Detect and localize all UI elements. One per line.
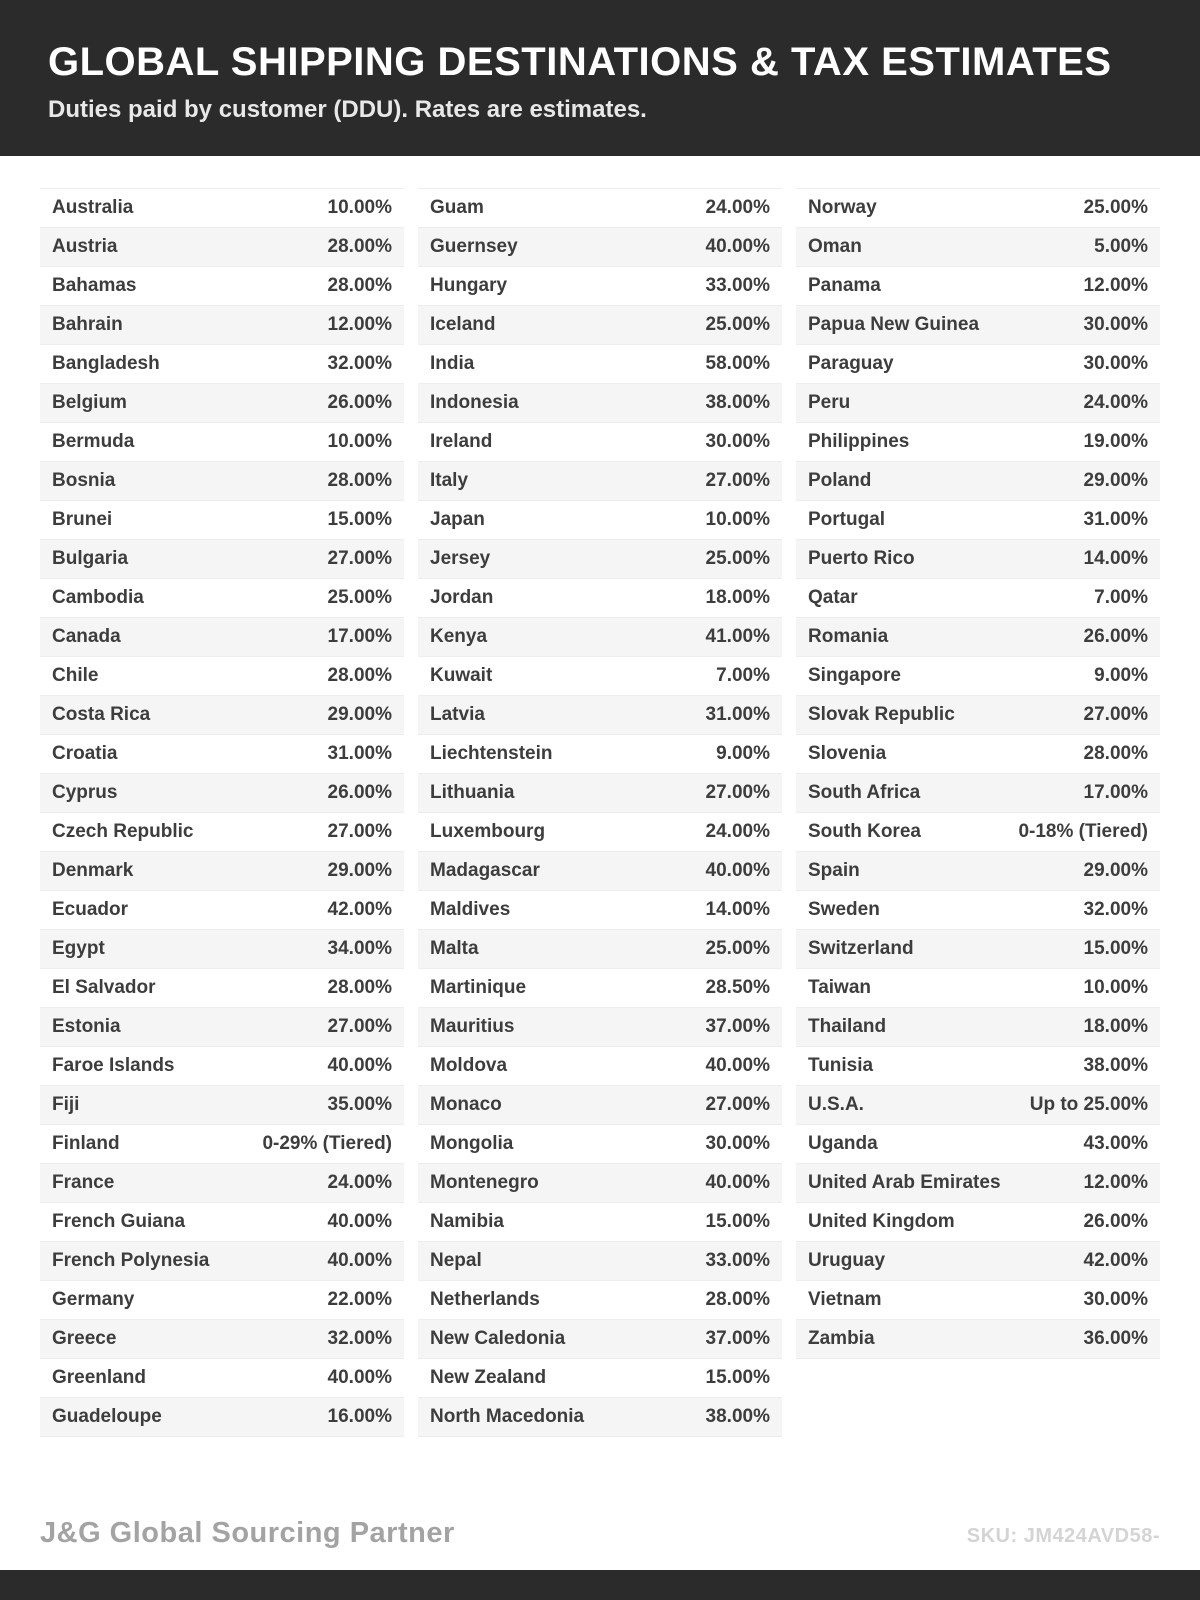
tax-rate: 7.00% (716, 665, 770, 686)
country-name: Thailand (808, 1016, 887, 1037)
country-name: Ecuador (52, 899, 129, 920)
sku-label: SKU: JM424AVD58- (966, 1525, 1160, 1547)
country-name: Kuwait (430, 665, 493, 686)
tax-rate: 28.00% (327, 236, 392, 257)
country-name: Oman (808, 236, 862, 257)
page-subtitle: Duties paid by customer (DDU). Rates are estimates. (48, 96, 647, 123)
rate-row (418, 1164, 782, 1203)
tax-rate: 33.00% (705, 1250, 770, 1271)
rate-row (796, 462, 1160, 501)
tax-rate: 12.00% (1083, 1172, 1148, 1193)
tax-rate: 14.00% (1083, 548, 1148, 569)
tax-rate: 30.00% (705, 1133, 770, 1154)
rate-row (40, 774, 404, 813)
rate-row (418, 540, 782, 579)
tax-rate: 12.00% (327, 314, 392, 335)
tax-rate: 38.00% (1083, 1055, 1148, 1076)
country-name: Moldova (430, 1055, 508, 1076)
tax-rate: 9.00% (1094, 665, 1148, 686)
rate-row (40, 1398, 404, 1437)
country-name: Luxembourg (430, 821, 546, 842)
rate-row (796, 384, 1160, 423)
tax-rate: 32.00% (327, 353, 392, 374)
rates-column-2 (418, 188, 782, 1437)
rate-row (418, 306, 782, 345)
country-name: Mauritius (430, 1016, 515, 1037)
rate-row (796, 1047, 1160, 1086)
country-name: Indonesia (430, 392, 519, 413)
tax-rate: 15.00% (705, 1211, 770, 1232)
tax-rate: 42.00% (1083, 1250, 1148, 1271)
country-name: Denmark (52, 860, 134, 881)
tax-rate: 26.00% (327, 782, 392, 803)
tax-rate: 10.00% (327, 197, 392, 218)
country-name: Maldives (430, 899, 511, 920)
tax-rate: 37.00% (705, 1016, 770, 1037)
country-name: Chile (52, 665, 99, 686)
country-name: Greece (52, 1328, 117, 1349)
country-name: Cambodia (52, 587, 144, 608)
tax-rate: 28.50% (705, 977, 770, 998)
rate-row (40, 1281, 404, 1320)
country-name: Singapore (808, 665, 901, 686)
rate-row (796, 189, 1160, 228)
rates-column-3 (796, 188, 1160, 1359)
rate-row (40, 501, 404, 540)
tax-rate: 28.00% (327, 977, 392, 998)
rate-row (40, 696, 404, 735)
tax-rate: 34.00% (327, 938, 392, 959)
rate-row (40, 852, 404, 891)
tax-rate: 27.00% (705, 782, 770, 803)
country-name: Bangladesh (52, 353, 160, 374)
rate-row (418, 969, 782, 1008)
tax-rate: 30.00% (705, 431, 770, 452)
rate-row (796, 813, 1160, 852)
rate-row (40, 1320, 404, 1359)
rate-row (40, 1164, 404, 1203)
country-name: Namibia (430, 1211, 504, 1232)
rate-row (796, 267, 1160, 306)
tax-rate: 40.00% (705, 860, 770, 881)
rate-row (796, 306, 1160, 345)
country-name: El Salvador (52, 977, 156, 998)
tax-rate: 9.00% (716, 743, 770, 764)
country-name: Tunisia (808, 1055, 874, 1076)
tax-rate: 40.00% (705, 236, 770, 257)
rate-row (418, 1125, 782, 1164)
country-name: Malta (430, 938, 479, 959)
country-name: Romania (808, 626, 889, 647)
tax-rate: 15.00% (705, 1367, 770, 1388)
rate-row (796, 579, 1160, 618)
country-name: India (430, 353, 475, 374)
country-name: Croatia (52, 743, 118, 764)
country-name: Cyprus (52, 782, 118, 803)
bottom-accent-bar (0, 1570, 1200, 1600)
rate-row (418, 1086, 782, 1125)
rate-row (418, 1320, 782, 1359)
rate-row (796, 1086, 1160, 1125)
country-name: Estonia (52, 1016, 121, 1037)
rate-row (40, 540, 404, 579)
tax-rate: 36.00% (1083, 1328, 1148, 1349)
country-name: Jordan (430, 587, 494, 608)
tax-rate: 25.00% (705, 938, 770, 959)
rate-row (418, 384, 782, 423)
rate-row (40, 813, 404, 852)
tax-rate: 32.00% (1083, 899, 1148, 920)
tax-rate: 29.00% (1083, 470, 1148, 491)
rate-row (40, 1359, 404, 1398)
tax-rate: 22.00% (327, 1289, 392, 1310)
tax-rate: 38.00% (705, 1406, 770, 1427)
country-name: Norway (808, 197, 877, 218)
rate-row (40, 1086, 404, 1125)
tax-rate: Up to 25.00% (1029, 1094, 1148, 1115)
country-name: Latvia (430, 704, 485, 725)
tax-rate: 27.00% (705, 470, 770, 491)
page-title: GLOBAL SHIPPING DESTINATIONS & TAX ESTIMATES (48, 40, 1112, 84)
header-banner (0, 0, 1200, 156)
rate-row (40, 1125, 404, 1164)
country-name: Italy (430, 470, 469, 491)
tax-rate: 19.00% (1083, 431, 1148, 452)
rate-row (40, 930, 404, 969)
rate-row (418, 345, 782, 384)
rate-row (40, 1008, 404, 1047)
tax-rate: 10.00% (705, 509, 770, 530)
country-name: New Caledonia (430, 1328, 566, 1349)
rate-row (40, 1047, 404, 1086)
country-name: Kenya (430, 626, 488, 647)
rate-row (418, 228, 782, 267)
rate-row (796, 969, 1160, 1008)
country-name: Guadeloupe (52, 1406, 162, 1427)
rate-row (418, 774, 782, 813)
rate-row (418, 1359, 782, 1398)
rate-row (40, 891, 404, 930)
rate-row (40, 969, 404, 1008)
country-name: South Korea (808, 821, 921, 842)
country-name: Spain (808, 860, 860, 881)
tax-rate: 40.00% (327, 1055, 392, 1076)
rate-row (796, 657, 1160, 696)
country-name: Peru (808, 392, 851, 413)
rate-row (418, 813, 782, 852)
rates-column-1 (40, 188, 404, 1437)
country-name: Guernsey (430, 236, 518, 257)
country-name: French Polynesia (52, 1250, 210, 1271)
rate-row (418, 579, 782, 618)
country-name: Canada (52, 626, 121, 647)
rate-row (796, 423, 1160, 462)
rate-row (796, 891, 1160, 930)
tax-rate: 31.00% (705, 704, 770, 725)
rate-row (418, 735, 782, 774)
rate-row (796, 1164, 1160, 1203)
tax-rate: 38.00% (705, 392, 770, 413)
tax-rate: 43.00% (1083, 1133, 1148, 1154)
tax-rate: 25.00% (1083, 197, 1148, 218)
rate-row (418, 891, 782, 930)
tax-rate: 25.00% (705, 314, 770, 335)
tax-rate: 29.00% (327, 704, 392, 725)
rate-row (40, 189, 404, 228)
country-name: Australia (52, 197, 134, 218)
country-name: Jersey (430, 548, 491, 569)
tax-rate: 29.00% (1083, 860, 1148, 881)
rate-row (418, 423, 782, 462)
tax-rate: 12.00% (1083, 275, 1148, 296)
tax-rate: 35.00% (327, 1094, 392, 1115)
country-name: New Zealand (430, 1367, 547, 1388)
rate-row (40, 228, 404, 267)
tax-rate: 42.00% (327, 899, 392, 920)
tax-rate: 24.00% (327, 1172, 392, 1193)
rate-row (796, 852, 1160, 891)
country-name: Portugal (808, 509, 886, 530)
rate-row (40, 1242, 404, 1281)
rate-row (40, 267, 404, 306)
country-name: Finland (52, 1133, 120, 1154)
country-name: Puerto Rico (808, 548, 915, 569)
country-name: Zambia (808, 1328, 875, 1349)
country-name: Mongolia (430, 1133, 514, 1154)
rate-row (796, 501, 1160, 540)
country-name: Switzerland (808, 938, 914, 959)
tax-rate: 10.00% (327, 431, 392, 452)
country-name: Philippines (808, 431, 910, 452)
rate-row (40, 618, 404, 657)
rate-row (418, 1008, 782, 1047)
country-name: Bahamas (52, 275, 137, 296)
tax-rate: 40.00% (327, 1250, 392, 1271)
country-name: Uruguay (808, 1250, 886, 1271)
rates-table (0, 156, 1200, 1437)
tax-rate: 32.00% (327, 1328, 392, 1349)
rate-row (418, 1281, 782, 1320)
footer (0, 1517, 1200, 1600)
tax-rate: 29.00% (327, 860, 392, 881)
tax-rate: 28.00% (327, 275, 392, 296)
country-name: Lithuania (430, 782, 515, 803)
rate-row (418, 618, 782, 657)
tax-rate: 15.00% (1083, 938, 1148, 959)
country-name: Liechtenstein (430, 743, 553, 764)
country-name: Guam (430, 197, 484, 218)
country-name: Japan (430, 509, 485, 530)
country-name: Bahrain (52, 314, 123, 335)
country-name: Panama (808, 275, 881, 296)
rate-row (40, 423, 404, 462)
country-name: Hungary (430, 275, 508, 296)
tax-rate: 24.00% (705, 197, 770, 218)
tax-rate: 17.00% (327, 626, 392, 647)
rate-row (418, 1047, 782, 1086)
tax-rate: 37.00% (705, 1328, 770, 1349)
tax-rate: 5.00% (1094, 236, 1148, 257)
rate-row (796, 1203, 1160, 1242)
rate-row (418, 1242, 782, 1281)
rate-row (796, 696, 1160, 735)
country-name: Costa Rica (52, 704, 151, 725)
tax-rate: 40.00% (705, 1055, 770, 1076)
tax-rate: 27.00% (705, 1094, 770, 1115)
tax-rate: 28.00% (327, 470, 392, 491)
tax-rate: 33.00% (705, 275, 770, 296)
tax-rate: 26.00% (1083, 626, 1148, 647)
tax-rate: 17.00% (1083, 782, 1148, 803)
tax-rate: 58.00% (705, 353, 770, 374)
tax-rate: 15.00% (327, 509, 392, 530)
country-name: Qatar (808, 587, 858, 608)
country-name: Poland (808, 470, 872, 491)
tax-rate: 18.00% (1083, 1016, 1148, 1037)
rate-row (796, 345, 1160, 384)
rate-row (418, 1398, 782, 1437)
tax-rate: 28.00% (1083, 743, 1148, 764)
country-name: Brunei (52, 509, 113, 530)
country-name: Fiji (52, 1094, 80, 1115)
tax-rate: 27.00% (327, 821, 392, 842)
country-name: Netherlands (430, 1289, 540, 1310)
tax-rate: 16.00% (327, 1406, 392, 1427)
country-name: Sweden (808, 899, 880, 920)
tax-rate: 28.00% (705, 1289, 770, 1310)
country-name: Slovak Republic (808, 704, 955, 725)
country-name: U.S.A. (808, 1094, 864, 1115)
tax-rate: 40.00% (705, 1172, 770, 1193)
rate-row (418, 501, 782, 540)
country-name: Bulgaria (52, 548, 129, 569)
country-name: Slovenia (808, 743, 887, 764)
tax-rate: 27.00% (327, 548, 392, 569)
rate-row (796, 228, 1160, 267)
tax-rate: 0-18% (Tiered) (1018, 821, 1148, 842)
tax-rate: 0-29% (Tiered) (262, 1133, 392, 1154)
rate-row (796, 1281, 1160, 1320)
tax-rate: 14.00% (705, 899, 770, 920)
country-name: Ireland (430, 431, 493, 452)
brand-name: J&G Global Sourcing Partner (40, 1517, 455, 1549)
country-name: Belgium (52, 392, 127, 413)
country-name: Greenland (52, 1367, 146, 1388)
tax-rate: 30.00% (1083, 1289, 1148, 1310)
tax-rate: 25.00% (327, 587, 392, 608)
tax-rate: 24.00% (1083, 392, 1148, 413)
country-name: Monaco (430, 1094, 502, 1115)
country-name: Egypt (52, 938, 105, 959)
rate-row (40, 384, 404, 423)
rate-row (796, 1125, 1160, 1164)
rate-row (418, 189, 782, 228)
country-name: United Arab Emirates (808, 1172, 1001, 1193)
rate-row (796, 930, 1160, 969)
tax-rate: 30.00% (1083, 314, 1148, 335)
tax-rate: 10.00% (1083, 977, 1148, 998)
country-name: Faroe Islands (52, 1055, 175, 1076)
rate-row (40, 306, 404, 345)
country-name: Taiwan (808, 977, 871, 998)
rate-row (40, 579, 404, 618)
tax-rate: 27.00% (1083, 704, 1148, 725)
rate-row (40, 462, 404, 501)
tax-rate: 40.00% (327, 1211, 392, 1232)
country-name: Iceland (430, 314, 496, 335)
tax-rate: 24.00% (705, 821, 770, 842)
rate-row (40, 657, 404, 696)
rate-row (418, 1203, 782, 1242)
tax-rate: 26.00% (327, 392, 392, 413)
country-name: Papua New Guinea (808, 314, 980, 335)
country-name: Czech Republic (52, 821, 194, 842)
country-name: South Africa (808, 782, 921, 803)
country-name: Montenegro (430, 1172, 539, 1193)
country-name: Vietnam (808, 1289, 882, 1310)
tax-rate: 25.00% (705, 548, 770, 569)
tax-rate: 18.00% (705, 587, 770, 608)
tax-rate: 30.00% (1083, 353, 1148, 374)
tax-rate: 27.00% (327, 1016, 392, 1037)
rate-row (40, 1203, 404, 1242)
tax-rate: 7.00% (1094, 587, 1148, 608)
country-name: Austria (52, 236, 118, 257)
rate-row (40, 735, 404, 774)
rate-row (796, 1320, 1160, 1359)
country-name: Paraguay (808, 353, 894, 374)
rate-row (40, 345, 404, 384)
country-name: United Kingdom (808, 1211, 955, 1232)
country-name: Madagascar (430, 860, 540, 881)
rate-row (418, 696, 782, 735)
country-name: French Guiana (52, 1211, 186, 1232)
rate-row (796, 735, 1160, 774)
rate-row (796, 618, 1160, 657)
tax-rate: 41.00% (705, 626, 770, 647)
rate-row (418, 657, 782, 696)
rate-row (418, 267, 782, 306)
tax-rate: 31.00% (1083, 509, 1148, 530)
rate-row (796, 1008, 1160, 1047)
rate-row (796, 540, 1160, 579)
rate-row (418, 852, 782, 891)
rate-row (796, 1242, 1160, 1281)
country-name: Uganda (808, 1133, 878, 1154)
country-name: Martinique (430, 977, 527, 998)
country-name: France (52, 1172, 115, 1193)
rate-row (418, 462, 782, 501)
rate-row (796, 774, 1160, 813)
country-name: Bosnia (52, 470, 116, 491)
country-name: Bermuda (52, 431, 135, 452)
tax-rate: 28.00% (327, 665, 392, 686)
country-name: Germany (52, 1289, 135, 1310)
footer-text-row (0, 1517, 1200, 1570)
rate-row (418, 930, 782, 969)
country-name: North Macedonia (430, 1406, 585, 1427)
tax-rate: 31.00% (327, 743, 392, 764)
tax-rate: 40.00% (327, 1367, 392, 1388)
country-name: Nepal (430, 1250, 482, 1271)
tax-rate: 26.00% (1083, 1211, 1148, 1232)
